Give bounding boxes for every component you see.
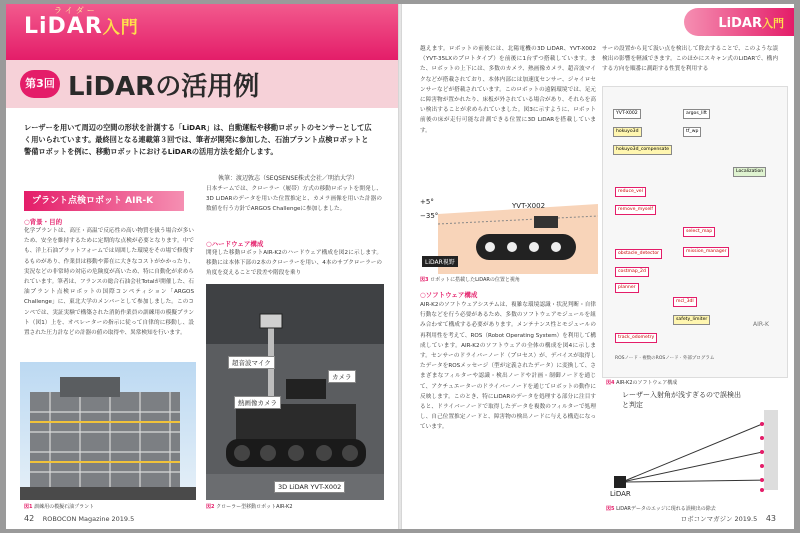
sub-heading-software: ○ソフトウェア構成	[420, 291, 478, 299]
ros-node-argos-lift: argos_lift	[683, 109, 710, 119]
page-title: LiDARの活用例	[68, 72, 260, 102]
fig3-sensor-label: YVT-X002	[512, 202, 546, 210]
ros-node-costmap-2d: costmap_2d	[615, 267, 649, 277]
fig4-legend-item-2: 複数のROSノード	[642, 356, 679, 361]
ros-node-yvt-x002: YVT-X002	[613, 109, 641, 119]
figure-2-label: 図2	[206, 504, 215, 510]
body-column-2: 日本チームでは、クローラー（履帯）方式の移動ロボットを開発し、3D LiDARのデータを用いた位置推定と、カメラ画像を用いた計器の数値を行う方針でARGOS Challengeに参加しました。	[206, 186, 382, 213]
figure-3-label: 図3	[420, 277, 429, 283]
series-banner-right	[684, 8, 794, 36]
ros-node-mcl-3dl: mcl_3dl	[673, 297, 697, 307]
fig5-annotation: レーザー入射角が浅すぎるので誤検出と判定	[622, 391, 741, 409]
fig2-label-3d-lidar: 3D LiDAR YVT-X002	[274, 481, 345, 493]
fig2-label-ultrasonic-mic: 超音波マイク	[228, 356, 275, 369]
figure-2-caption-text: クローラー型移動ロボットAIR-K2	[216, 504, 293, 510]
figure-5-caption	[606, 505, 716, 512]
figure-5-diagram	[602, 390, 786, 502]
robot-photo-illustration	[206, 284, 384, 500]
issue-badge: 第3回	[20, 70, 60, 98]
ros-node-select-map: select_map	[683, 227, 715, 237]
figure-4-caption	[606, 379, 677, 386]
ros-node-reduce-vel: reduce_vel	[615, 187, 646, 197]
footer-magazine-right: ロボコンマガジン 2019.5	[680, 515, 758, 523]
fig2-label-thermal-camera: 熱画像カメラ	[234, 396, 281, 409]
figure-1-photo	[20, 362, 196, 500]
body-column-right-2: サーの設置から見て汲い点を検出して除去することで、このような誤検出の影響を軽減できます。このほかにスキャン式のLiDARで、構内する方向を順番に測距する性質を利用する	[602, 46, 778, 73]
ros-node-mission-manager: mission_manager	[683, 247, 729, 257]
figure-1-label: 図1	[24, 504, 33, 510]
fig4-side-label: AIR-K	[753, 321, 769, 328]
ros-node-obstacle-detector: obstacle_detector	[615, 249, 662, 259]
figure-1-caption-text: 訓練用の模擬石油プラント	[34, 504, 95, 510]
ros-node-track-odometry: track_odometry	[615, 333, 657, 343]
body-column-right-1: 越えます。ロボットの前後には、北陽電機の3D LiDAR、YVT-X002（YVT-35LXのプロトタイプ）を前後に1台ずつ搭載しています。また、ロボットの上下には、多数のカメラ、熱画像カメラ、超音波マイクなどが搭載されており、本体内部には加速度センサー、ジャイロセンサーなどが搭載されています。このロボットの遠隔環境では、足元に障害物が置かれたり、床板が外されている場合があり、それらを高い検出することが求められていました。図3に示すように、ロボット前後の床が走行可能な計測できる位置に3D LiDARを搭載しています。	[420, 46, 596, 134]
figure-4-label: 図4	[606, 380, 615, 386]
lede-paragraph: レーザーを用いて周辺の空間の形状を計測する「LiDAR」は、自動運転や移動ロボットのセンサーとして広く用いられています。最終回となる連載第３回では、筆者が開発に参加した、石油プラント点検ロボットと警備ロボットを例に、移動ロボットにおけるLiDARの活用方法を紹介します。	[24, 123, 372, 156]
fig4-legend-item-1: ROSノード	[615, 356, 638, 361]
figure-3-caption-text: ロボットに搭載したLiDARの位置と視角	[430, 277, 520, 283]
figure-3-caption	[420, 276, 520, 283]
figure-4-ros-graph	[602, 86, 788, 378]
page-number-right-value: 43	[765, 514, 776, 523]
page-number-left	[24, 514, 134, 523]
body-column-1: 化学プラントは、高圧・高温で反応性の高い物質を扱う場合が多いため、安全を維持するために定期的な点検が必要となります。中でも、洋上石油プラットフォームでは周囲した環境をその場で修復するものがあり、作業員は移動や滞在に大きなコストがかかったり、実況などの非常時の対応の危険度が高いため、特に自動化が求められています。筆者は、フランスの総合石油会社Totalが開催した、石油プラント点検ロボットの国際コンペティション「ARGOS Challenge」に、東北大学のメンバーとして参加しました。このコンペでは、実証実験で構築された消防作業員の訓練用の模擬プラント（図1）上を、オペレーターの指示に従って自律的に移動し、設置された圧力計などの計器の値の取得や、異常検知を行います。	[24, 228, 194, 337]
page-number-right	[681, 514, 776, 523]
body-column-right-1b: AIR-K2のソフトウェアシステムは、複雑な環境認識・状況判断・自律行動などを行う必要があるため、多数のソフトウェアモジュールを組み合わせて構成する必要があります。メンテナンス性とモジュールの再利用性を考えて、ROS（Robot Operating System）を利用して構成しています。AIR-K2のソフトウェアの全体の構成を図4に示します。センサーのドライバーノード（プロセス）が、デバイスが取得したデータをROSメッセージ（型が定義されたデータ）に変換して、さまざまなフィルターや認識・検出ノードや計画・制御ノードを通じて、アクチュエーターのドライバーノードを通じてロボットの動作に反映します。このとき、特にLiDARのデータを処理する部分に注目すると、ドライバーノードで取得したデータを複数のフィルターで処理し、自己位置推定ノードと、障害物の検出ノードに与える構造になっています。	[420, 302, 596, 431]
series-title-jp: 入門	[102, 18, 139, 38]
body-column-2b: 開発した移動ロボットAIR-K2のハードウェア構成を図2に示します。移動には本体下部の2本のクローラーを用い、4本のサブクローラーの角度を変えることで段差や階段を乗り	[206, 250, 382, 277]
figure-5-label: 図5	[606, 506, 615, 512]
ros-node-remove-myself: remove_myself	[615, 205, 656, 215]
fig5-lidar-label: LiDAR	[610, 490, 631, 498]
series-title	[24, 13, 139, 39]
author-credit: 執筆：渡辺敦志（SEQSENSE株式会社／明治大学）	[217, 175, 358, 182]
sub-heading-hardware: ○ハードウェア構成	[206, 240, 264, 248]
ros-node-hokuyo3d: hokuyo3d	[613, 127, 642, 137]
figure-3-diagram	[416, 194, 598, 274]
banner-ruby: ライダー	[54, 6, 98, 15]
figure-2-photo	[206, 284, 384, 500]
right-page	[402, 4, 794, 529]
plant-photo-illustration	[20, 362, 196, 500]
series-title-right	[718, 15, 784, 31]
footer-magazine: ROBOCON Magazine 2019.5	[42, 515, 135, 523]
figure-1-caption	[24, 503, 94, 510]
left-page	[6, 4, 398, 529]
ros-node-safety-limiter: safety_limiter	[673, 315, 710, 325]
sub-heading-background: ○背景・目的	[24, 218, 63, 226]
fig3-view-label: LiDAR視野	[422, 256, 458, 267]
fig4-legend-item-3: 外部プログラム	[682, 356, 715, 361]
fig3-angle-bottom: −35°	[420, 212, 439, 220]
series-banner	[6, 4, 398, 60]
ros-node-tf-wp: tf_wp	[683, 127, 701, 137]
fig4-legend: ROSノード · 複数のROSノード · 外部プログラム	[615, 356, 715, 361]
page-number-value: 42	[24, 514, 35, 523]
series-title-right-latin: LiDAR	[718, 16, 762, 31]
section-heading: プラント点検ロボット AIR-K	[24, 191, 184, 211]
figure-5-caption-text: LiDARデータのエッジに現れる誤検出の除去	[616, 506, 716, 512]
series-title-right-jp: 入門	[762, 17, 784, 30]
fig2-label-camera: カメラ	[328, 370, 356, 383]
figure-4-caption-text: AIR-K2のソフトウェア構成	[616, 380, 678, 386]
figure-2-caption	[206, 503, 293, 510]
ros-node-localization: Localization	[733, 167, 766, 177]
ros-node-hokuyo3d-compensate: hokuyo3d_compensate	[613, 145, 672, 155]
ros-node-planner: planner	[615, 283, 639, 293]
fig3-angle-top: +5°	[420, 198, 434, 206]
series-title-latin: LiDAR	[24, 14, 103, 39]
